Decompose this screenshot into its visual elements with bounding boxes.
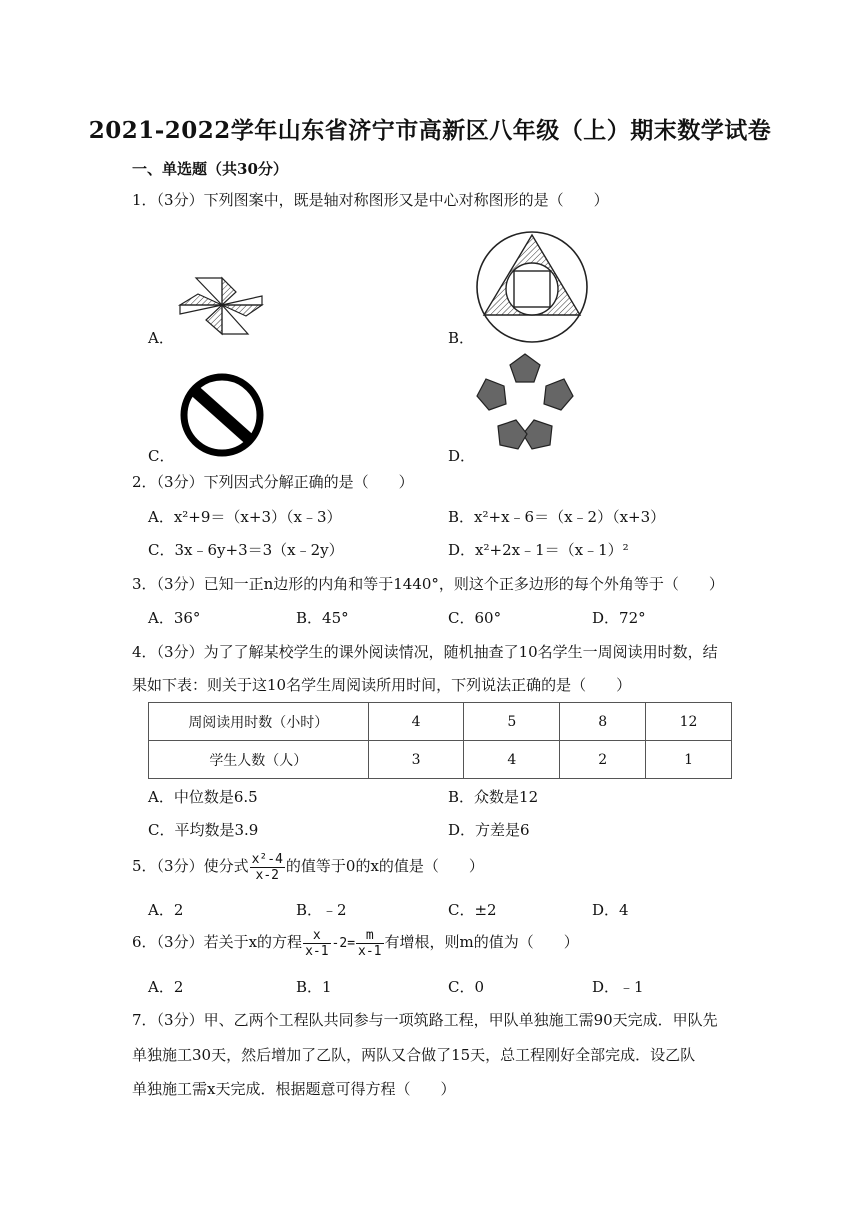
q6-right-denominator: x-1 — [358, 943, 382, 959]
table-cell: 1 — [646, 741, 732, 779]
q5-option-b: B．﹣2 — [296, 901, 347, 919]
table-row — [149, 741, 732, 779]
q4-option-b: B．众数是12 — [448, 788, 539, 806]
question-1-stem: 1．（3分）下列图案中，既是轴对称图形又是中心对称图形的是（ ） — [132, 191, 609, 209]
q6-option-c: C．0 — [448, 978, 485, 996]
table-cell: 4 — [368, 703, 464, 741]
q5-fraction-denominator: x-2 — [255, 867, 279, 883]
question-3-stem: 3．（3分）已知一正n边形的内角和等于1440°，则这个正多边形的每个外角等于（ ） — [132, 575, 724, 593]
q6-option-d: D．﹣1 — [592, 978, 644, 996]
pinwheel-figure — [176, 268, 268, 342]
q6-option-a: A．2 — [148, 978, 184, 996]
table-row — [149, 703, 732, 741]
q2-option-d: D．x²+2x﹣1＝（x﹣1）² — [448, 541, 629, 559]
question-4-stem-line1: 4．（3分）为了了解某校学生的课外阅读情况，随机抽查了10名学生一周阅读用时数，结 — [132, 643, 718, 661]
q6-right-numerator: m — [356, 928, 383, 944]
q6-left-numerator: x — [303, 928, 330, 944]
q1-option-d: D． — [448, 447, 476, 465]
q6-fraction-right — [356, 928, 383, 959]
table-cell: 8 — [560, 703, 646, 741]
q2-option-b: B．x²+x﹣6＝（x﹣2）（x+3） — [448, 508, 666, 526]
q5-text-pre: 5．（3分）使分式 — [132, 857, 249, 875]
question-7-line2: 单独施工30天，然后增加了乙队，两队又合做了15天，总工程刚好全部完成．设乙队 — [132, 1046, 696, 1064]
table-cell: 5 — [464, 703, 560, 741]
question-2-stem: 2．（3分）下列因式分解正确的是（ ） — [132, 473, 414, 491]
q5-option-a: A．2 — [148, 901, 184, 919]
q1-option-c: C． — [148, 447, 175, 465]
table-cell: 3 — [368, 741, 464, 779]
q5-option-c: C．±2 — [448, 901, 497, 919]
q6-text-post: 有增根，则m的值为（ ） — [384, 933, 579, 951]
no-sign-figure — [176, 372, 268, 458]
q5-fraction — [250, 852, 285, 883]
q4-option-a: A．中位数是6.5 — [148, 788, 258, 806]
q6-fraction-left — [303, 928, 330, 959]
table-cell: 2 — [560, 741, 646, 779]
q5-text-post: 的值等于0的x的值是（ ） — [285, 857, 484, 875]
q6-option-b: B．1 — [296, 978, 332, 996]
question-5-stem — [132, 848, 484, 884]
q1-option-a: A． — [148, 329, 174, 347]
question-7-line1: 7．（3分）甲、乙两个工程队共同参与一项筑路工程，甲队单独施工需90天完成．甲队先 — [132, 1011, 718, 1029]
q5-option-d: D．4 — [592, 901, 629, 919]
question-4-stem-line2: 果如下表：则关于这10名学生周阅读所用时间，下列说法正确的是（ ） — [132, 676, 632, 694]
reading-time-table — [148, 702, 732, 779]
question-6-stem — [132, 922, 579, 964]
section-heading: 一、单选题（共30分） — [132, 160, 288, 178]
q3-option-d: D．72° — [592, 609, 646, 627]
q3-option-b: B．45° — [296, 609, 349, 627]
q3-option-a: A．36° — [148, 609, 201, 627]
table-cell: 学生人数（人） — [149, 741, 369, 779]
q6-text-mid: -2= — [331, 936, 356, 951]
q2-option-c: C．3x﹣6y+3＝3（x﹣2y） — [148, 541, 344, 559]
five-pentagons-figure — [472, 352, 578, 452]
q6-text-pre: 6．（3分）若关于x的方程 — [132, 933, 303, 951]
q6-left-denominator: x-1 — [305, 943, 329, 959]
q3-option-c: C．60° — [448, 609, 502, 627]
page-title: 2021-2022学年山东省济宁市高新区八年级（上）期末数学试卷 — [88, 117, 772, 144]
question-7-line3: 单独施工需x天完成．根据题意可得方程（ ） — [132, 1080, 456, 1098]
table-cell: 周阅读用时数（小时） — [149, 703, 369, 741]
q4-option-d: D．方差是6 — [448, 821, 530, 839]
q1-option-b: B． — [448, 329, 475, 347]
table-cell: 4 — [464, 741, 560, 779]
q5-fraction-numerator: x²-4 — [251, 851, 283, 867]
q2-option-a: A．x²+9＝（x+3）（x﹣3） — [148, 508, 342, 526]
q4-option-c: C．平均数是3.9 — [148, 821, 259, 839]
circle-triangle-figure — [474, 229, 590, 345]
table-cell: 12 — [646, 703, 732, 741]
